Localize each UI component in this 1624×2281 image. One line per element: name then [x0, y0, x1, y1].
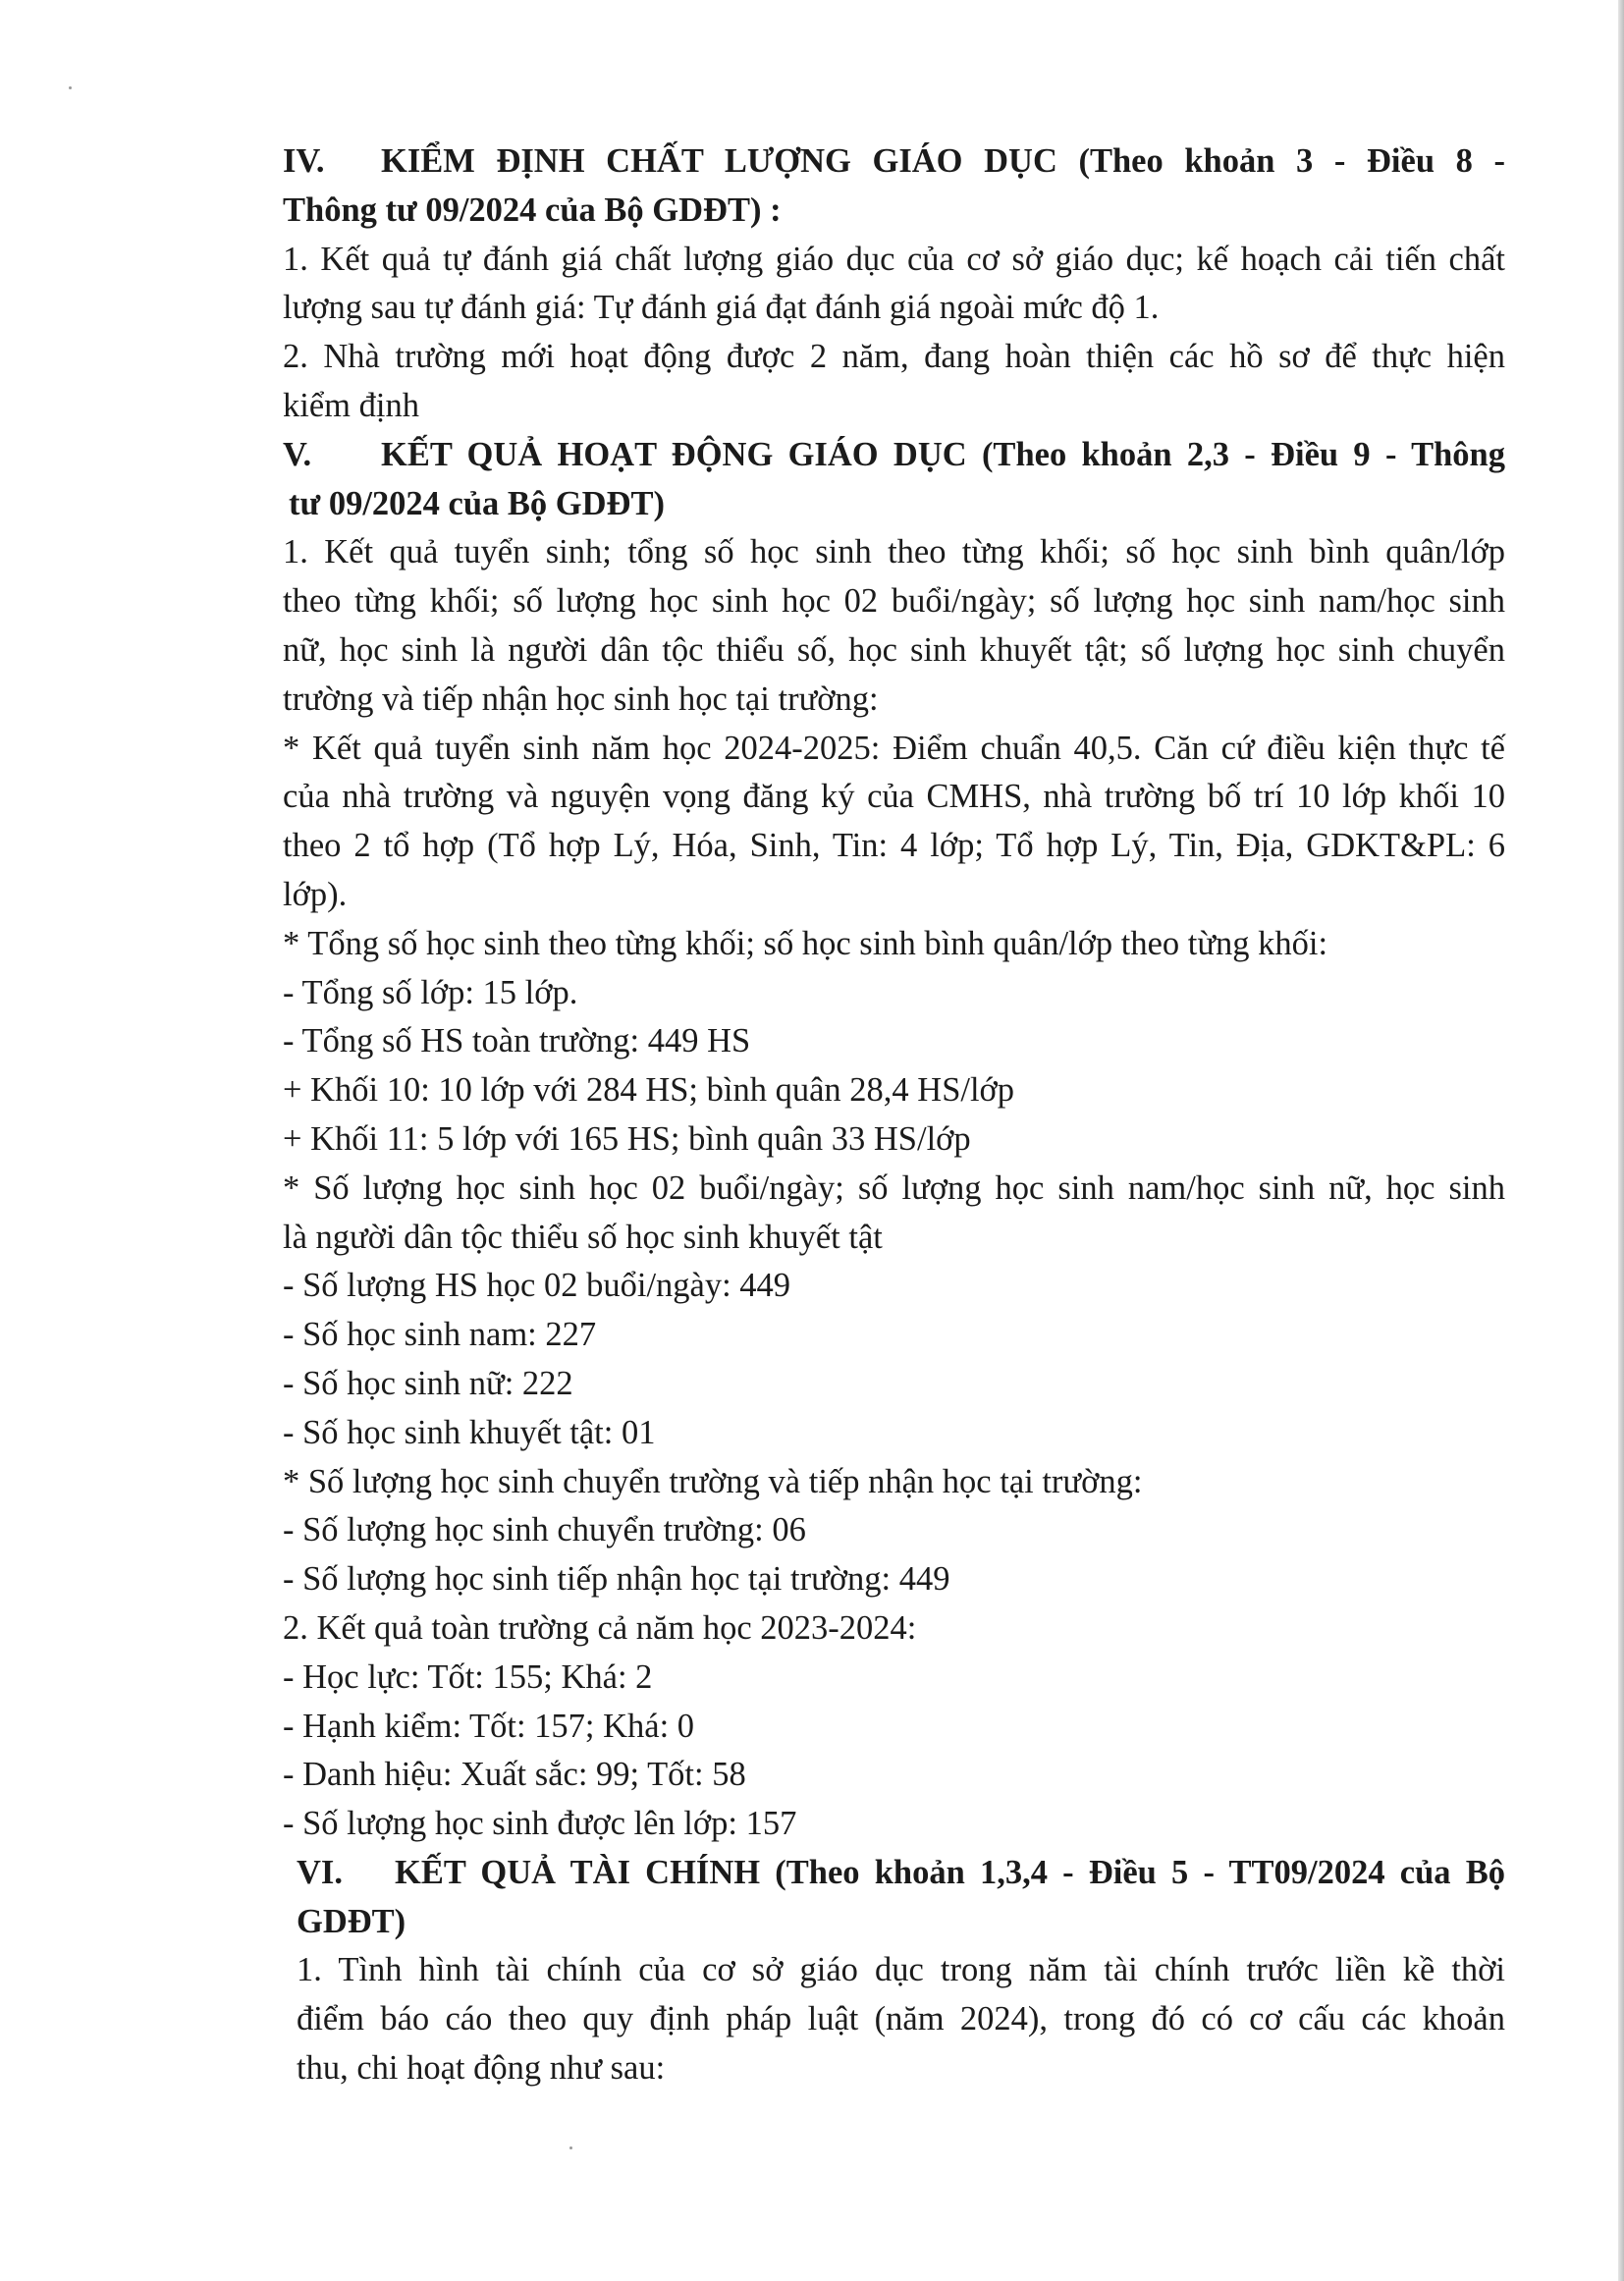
- section-vi-title-line1: KẾT QUẢ TÀI CHÍNH (Theo khoản 1,3,4 - Điều 5 - TT09/2024 của Bộ: [395, 1853, 1505, 1891]
- section-vi-p1-line1: 1. Tình hình tài chính của cơ sở giáo dục trong năm tài chính trước liền kề thời: [297, 1951, 1505, 1989]
- section-v-p8-line2: là người dân tộc thiểu số học sinh khuyết tật: [283, 1218, 883, 1256]
- section-vi-number: VI.: [297, 1853, 343, 1891]
- section-v-p11: - Số học sinh nữ: 222: [283, 1364, 573, 1402]
- section-v-p1-line4: trường và tiếp nhận học sinh học tại trường:: [283, 679, 879, 718]
- section-iv-item2-line2: kiểm định: [283, 386, 419, 424]
- section-v-p16: 2. Kết quả toàn trường cả năm học 2023-2024:: [283, 1608, 917, 1647]
- section-iv-item2-line1: 2. Nhà trường mới hoạt động được 2 năm, đang hoàn thiện các hồ sơ để thực hiện: [283, 338, 1505, 376]
- scan-speck: [569, 2146, 572, 2149]
- page-edge: [1618, 0, 1624, 2281]
- section-vi-p1-line2: điểm báo cáo theo quy định pháp luật (năm 2024), trong đó có cơ cấu các khoản: [297, 2000, 1505, 2038]
- section-v-p15: - Số lượng học sinh tiếp nhận học tại trường: 449: [283, 1560, 950, 1599]
- section-v-p18: - Hạnh kiểm: Tốt: 157; Khá: 0: [283, 1707, 695, 1745]
- section-vi-heading: [283, 1849, 1505, 1898]
- section-v-p9: - Số lượng HS học 02 buổi/ngày: 449: [283, 1267, 791, 1305]
- section-v-p17: - Học lực: Tốt: 155; Khá: 2: [283, 1657, 653, 1696]
- section-v-p1-line3: nữ, học sinh là người dân tộc thiểu số, học sinh khuyết tật; số lượng học sinh chuyển: [283, 630, 1505, 669]
- section-v-p13: * Số lượng học sinh chuyển trường và tiếp nhận học tại trường:: [283, 1462, 1143, 1500]
- section-iv-item1-line1: 1. Kết quả tự đánh giá chất lượng giáo dục của cơ sở giáo dục; kế hoạch cải tiến chất: [283, 240, 1505, 278]
- section-v-p8-line1: * Số lượng học sinh học 02 buổi/ngày; số lượng học sinh nam/học sinh nữ, học sinh: [283, 1168, 1505, 1207]
- section-v-p2-line3: theo 2 tổ hợp (Tổ hợp Lý, Hóa, Sinh, Tin: 4 lớp; Tổ hợp Lý, Tin, Địa, GDKT&PL: 6: [283, 827, 1505, 865]
- section-v-p19: - Danh hiệu: Xuất sắc: 99; Tốt: 58: [283, 1756, 746, 1794]
- section-v-p7: + Khối 11: 5 lớp với 165 HS; bình quân 33 HS/lớp: [283, 1119, 971, 1158]
- section-vi-title-line2: GDĐT): [297, 1902, 406, 1940]
- section-v-p20: - Số lượng học sinh được lên lớp: 157: [283, 1805, 797, 1843]
- section-v-title-line1: KẾT QUẢ HOẠT ĐỘNG GIÁO DỤC (Theo khoản 2,3 - Điều 9 - Thông: [381, 435, 1505, 473]
- section-v-title-line2: tư 09/2024 của Bộ GDĐT): [289, 484, 665, 522]
- section-iv-number: IV.: [283, 142, 325, 180]
- section-v-p1-line1: 1. Kết quả tuyển sinh; tổng số học sinh theo từng khối; số học sinh bình quân/lớp: [283, 533, 1505, 571]
- section-vi-p1-line3: thu, chi hoạt động như sau:: [297, 2049, 666, 2088]
- section-iv-item1-line2: lượng sau tự đánh giá: Tự đánh giá đạt đánh giá ngoài mức độ 1.: [283, 289, 1160, 327]
- section-v-p5: - Tổng số HS toàn trường: 449 HS: [283, 1022, 751, 1060]
- section-v-p10: - Số học sinh nam: 227: [283, 1316, 597, 1354]
- section-v-heading: [283, 431, 1505, 480]
- section-iv-heading: [283, 137, 1505, 187]
- section-v-p12: - Số học sinh khuyết tật: 01: [283, 1413, 656, 1451]
- section-v-p14: - Số lượng học sinh chuyển trường: 06: [283, 1511, 806, 1549]
- section-iv-title-line1: KIỂM ĐỊNH CHẤT LƯỢNG GIÁO DỤC (Theo khoản 3 - Điều 8 -: [381, 142, 1505, 180]
- scan-speck: [69, 86, 72, 89]
- document-body: [283, 137, 1505, 2093]
- section-v-number: V.: [283, 435, 312, 473]
- section-v-p2-line4: lớp).: [283, 875, 348, 913]
- section-v-p4: - Tổng số lớp: 15 lớp.: [283, 973, 578, 1011]
- section-v-p3: * Tổng số học sinh theo từng khối; số học sinh bình quân/lớp theo từng khối:: [283, 924, 1328, 962]
- section-iv-title-line2: Thông tư 09/2024 của Bộ GDĐT) :: [283, 190, 782, 229]
- section-v-p1-line2: theo từng khối; số lượng học sinh học 02 buổi/ngày; số lượng học sinh nam/học sinh: [283, 582, 1505, 621]
- section-v-p2-line2: của nhà trường và nguyện vọng đăng ký của CMHS, nhà trường bố trí 10 lớp khối 10: [283, 778, 1505, 816]
- section-v-p6: + Khối 10: 10 lớp với 284 HS; bình quân 28,4 HS/lớp: [283, 1071, 1015, 1110]
- section-v-p2-line1: * Kết quả tuyển sinh năm học 2024-2025: Điểm chuẩn 40,5. Căn cứ điều kiện thực tế: [283, 729, 1505, 767]
